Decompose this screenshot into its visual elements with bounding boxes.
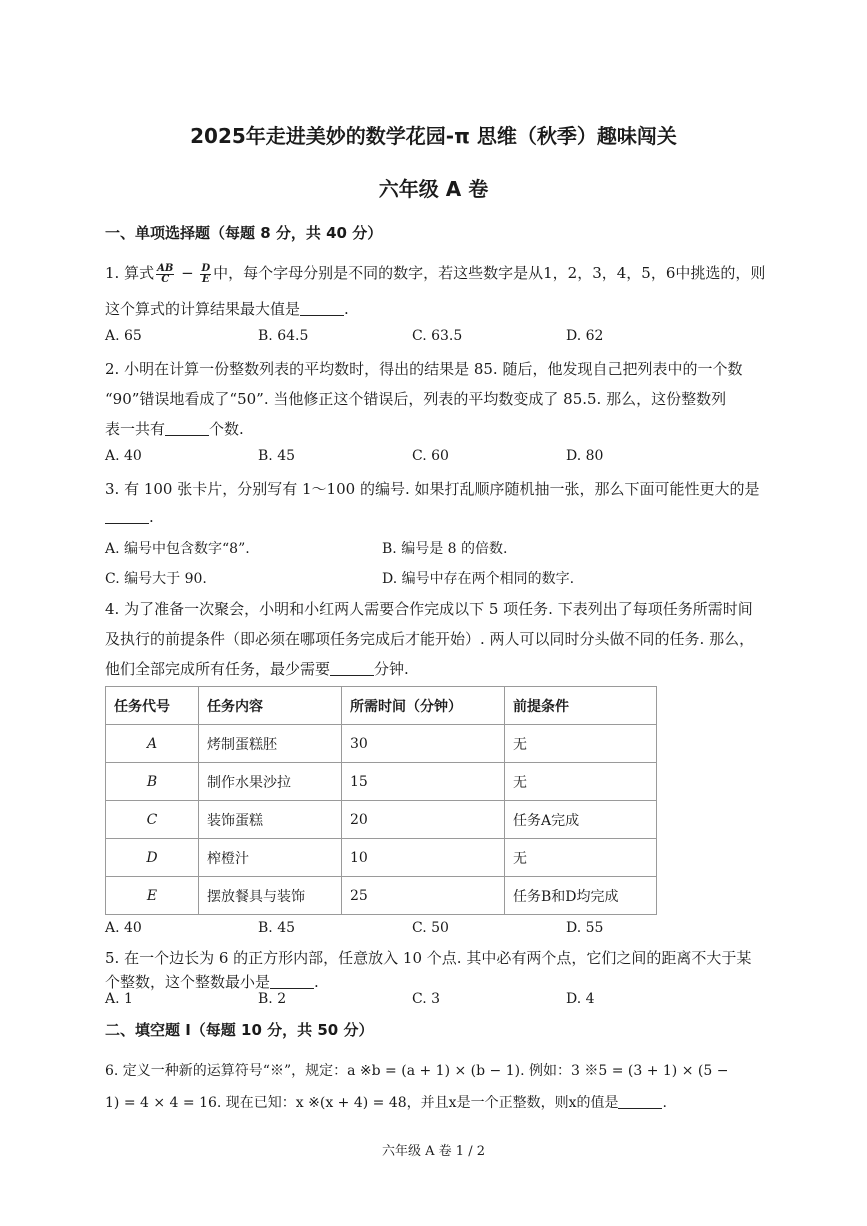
table-row bbox=[106, 763, 657, 801]
q5-option-b: B. 2 bbox=[258, 991, 287, 1007]
q1-frac2-den: E bbox=[201, 273, 210, 285]
q4-line1: 4. 为了准备一次聚会，小明和小红两人需要合作完成以下 5 项任务. 下表列出了每项任务所需时间 bbox=[105, 600, 753, 618]
q3-option-c: C. 编号大于 90. bbox=[105, 571, 207, 587]
q2-option-d: D. 80 bbox=[566, 448, 604, 464]
q3-line2 bbox=[105, 508, 785, 526]
table-row bbox=[106, 725, 657, 763]
q1-prefix: 1. 算式 bbox=[105, 264, 155, 282]
q3-line2-end: . bbox=[149, 508, 154, 526]
q1-option-b: B. 64.5 bbox=[258, 328, 309, 344]
task-content: 榨橙汁 bbox=[199, 839, 342, 877]
q5-option-a: A. 1 bbox=[105, 991, 133, 1007]
section-heading-choice: 一、单项选择题（每题 8 分，共 40 分） bbox=[105, 224, 383, 242]
task-time: 10 bbox=[342, 839, 505, 877]
q2-option-b: B. 45 bbox=[258, 448, 296, 464]
q2-line2: “90”错误地看成了“50”. 当他修正这个错误后，列表的平均数变成了 85.5. 那么，这份整数列 bbox=[105, 390, 727, 408]
task-time: 30 bbox=[342, 725, 505, 763]
q1-option-a: A. 65 bbox=[105, 328, 142, 344]
q1-line1 bbox=[105, 262, 785, 285]
q2-line3-post: 个数. bbox=[209, 420, 244, 438]
q4-option-d: D. 55 bbox=[566, 920, 604, 936]
task-prerequisite: 任务B和D均完成 bbox=[505, 877, 657, 915]
q1-option-c: C. 63.5 bbox=[412, 328, 463, 344]
q5-line2-post: . bbox=[314, 973, 319, 991]
task-code: C bbox=[106, 801, 199, 839]
q1-fraction-ab-c bbox=[156, 264, 174, 285]
task-content: 烤制蛋糕胚 bbox=[199, 725, 342, 763]
q4-option-a: A. 40 bbox=[105, 920, 142, 936]
q1-line1-rest: 中，每个字母分别是不同的数字，若这些数字是从1，2，3，4，5，6中挑选的，则 bbox=[213, 264, 766, 282]
task-prerequisite: 任务A完成 bbox=[505, 801, 657, 839]
page-footer: 六年级 A 卷 1 / 2 bbox=[382, 1144, 485, 1159]
q4-option-c: C. 50 bbox=[412, 920, 449, 936]
answer-blank bbox=[105, 509, 149, 524]
task-code: D bbox=[106, 839, 199, 877]
table-row bbox=[106, 877, 657, 915]
task-time: 25 bbox=[342, 877, 505, 915]
q5-option-d: D. 4 bbox=[566, 991, 595, 1007]
q4-line3-post: 分钟. bbox=[374, 660, 409, 678]
q2-line3 bbox=[105, 418, 785, 439]
task-time: 15 bbox=[342, 763, 505, 801]
q3-option-b: B. 编号是 8 的倍数. bbox=[382, 541, 508, 557]
table-header-cell: 任务代号 bbox=[106, 687, 199, 725]
q5-line2 bbox=[105, 971, 785, 992]
q2-line1: 2. 小明在计算一份整数列表的平均数时，得出的结果是 85. 随后，他发现自己把列表中的一个数 bbox=[105, 360, 743, 378]
q1-line2 bbox=[105, 298, 785, 319]
q3-line1: 3. 有 100 张卡片，分别写有 1～100 的编号. 如果打乱顺序随机抽一张，那么下面可能性更大的是 bbox=[105, 480, 760, 498]
q6-line2 bbox=[105, 1092, 785, 1112]
task-code: A bbox=[106, 725, 199, 763]
page-subtitle: 六年级 A 卷 bbox=[378, 177, 489, 201]
task-code: B bbox=[106, 763, 199, 801]
q5-line2-pre: 个整数，这个整数最小是 bbox=[105, 973, 271, 991]
q1-frac1-den: C bbox=[161, 273, 170, 285]
q5-option-c: C. 3 bbox=[412, 991, 441, 1007]
task-content: 装饰蛋糕 bbox=[199, 801, 342, 839]
task-content: 制作水果沙拉 bbox=[199, 763, 342, 801]
answer-blank bbox=[330, 661, 374, 676]
q4-line2: 及执行的前提条件（即必须在哪项任务完成后才能开始）. 两人可以同时分头做不同的任务. 那么， bbox=[105, 630, 755, 648]
q1-minus: − bbox=[181, 264, 194, 282]
task-time: 20 bbox=[342, 801, 505, 839]
q6-line2-pre: 1) = 4 × 4 = 16. 现在已知：x ※(x + 4) = 48，并且x是一个正整数，则x的值是 bbox=[105, 1095, 619, 1111]
q2-line3-pre: 表一共有 bbox=[105, 420, 166, 438]
answer-blank bbox=[165, 421, 209, 436]
answer-blank bbox=[300, 301, 344, 316]
q2-option-a: A. 40 bbox=[105, 448, 142, 464]
q4-line3-pre: 他们全部完成所有任务，最少需要 bbox=[105, 660, 331, 678]
q6-line2-post: . bbox=[662, 1095, 667, 1111]
answer-blank bbox=[618, 1094, 662, 1109]
answer-blank bbox=[270, 974, 314, 989]
q1-fraction-d-e bbox=[200, 264, 211, 285]
table-header-cell: 任务内容 bbox=[199, 687, 342, 725]
q1-frac1-num: AB bbox=[157, 262, 174, 274]
q4-line3 bbox=[105, 658, 785, 679]
q4-option-b: B. 45 bbox=[258, 920, 296, 936]
q1-option-d: D. 62 bbox=[566, 328, 604, 344]
q2-option-c: C. 60 bbox=[412, 448, 449, 464]
q3-option-d: D. 编号中存在两个相同的数字. bbox=[382, 571, 575, 587]
task-content: 摆放餐具与装饰 bbox=[199, 877, 342, 915]
table-header-cell: 前提条件 bbox=[505, 687, 657, 725]
q1-line2-text: 这个算式的计算结果最大值是 bbox=[105, 300, 301, 318]
q5-line1: 5. 在一个边长为 6 的正方形内部，任意放入 10 个点. 其中必有两个点，它们之间的距离不大于某 bbox=[105, 949, 752, 967]
task-table bbox=[105, 686, 657, 915]
q6-line1: 6. 定义一种新的运算符号“※”，规定：a ※b = (a + 1) × (b − 1). 例如：3 ※5 = (3 + 1) × (5 − bbox=[105, 1063, 729, 1079]
page-title: 2025年走进美妙的数学花园-π 思维（秋季）趣味闯关 bbox=[190, 124, 677, 148]
table-row bbox=[106, 801, 657, 839]
task-prerequisite: 无 bbox=[505, 725, 657, 763]
q3-option-a: A. 编号中包含数字“8”. bbox=[105, 541, 250, 557]
table-header-row bbox=[106, 687, 657, 725]
q1-frac2-num: D bbox=[201, 262, 211, 274]
task-prerequisite: 无 bbox=[505, 763, 657, 801]
section-heading-fill: 二、填空题 I（每题 10 分，共 50 分） bbox=[105, 1021, 374, 1039]
table-row bbox=[106, 839, 657, 877]
task-prerequisite: 无 bbox=[505, 839, 657, 877]
table-header-cell: 所需时间（分钟） bbox=[342, 687, 505, 725]
task-code: E bbox=[106, 877, 199, 915]
q1-line2-end: . bbox=[344, 300, 349, 318]
